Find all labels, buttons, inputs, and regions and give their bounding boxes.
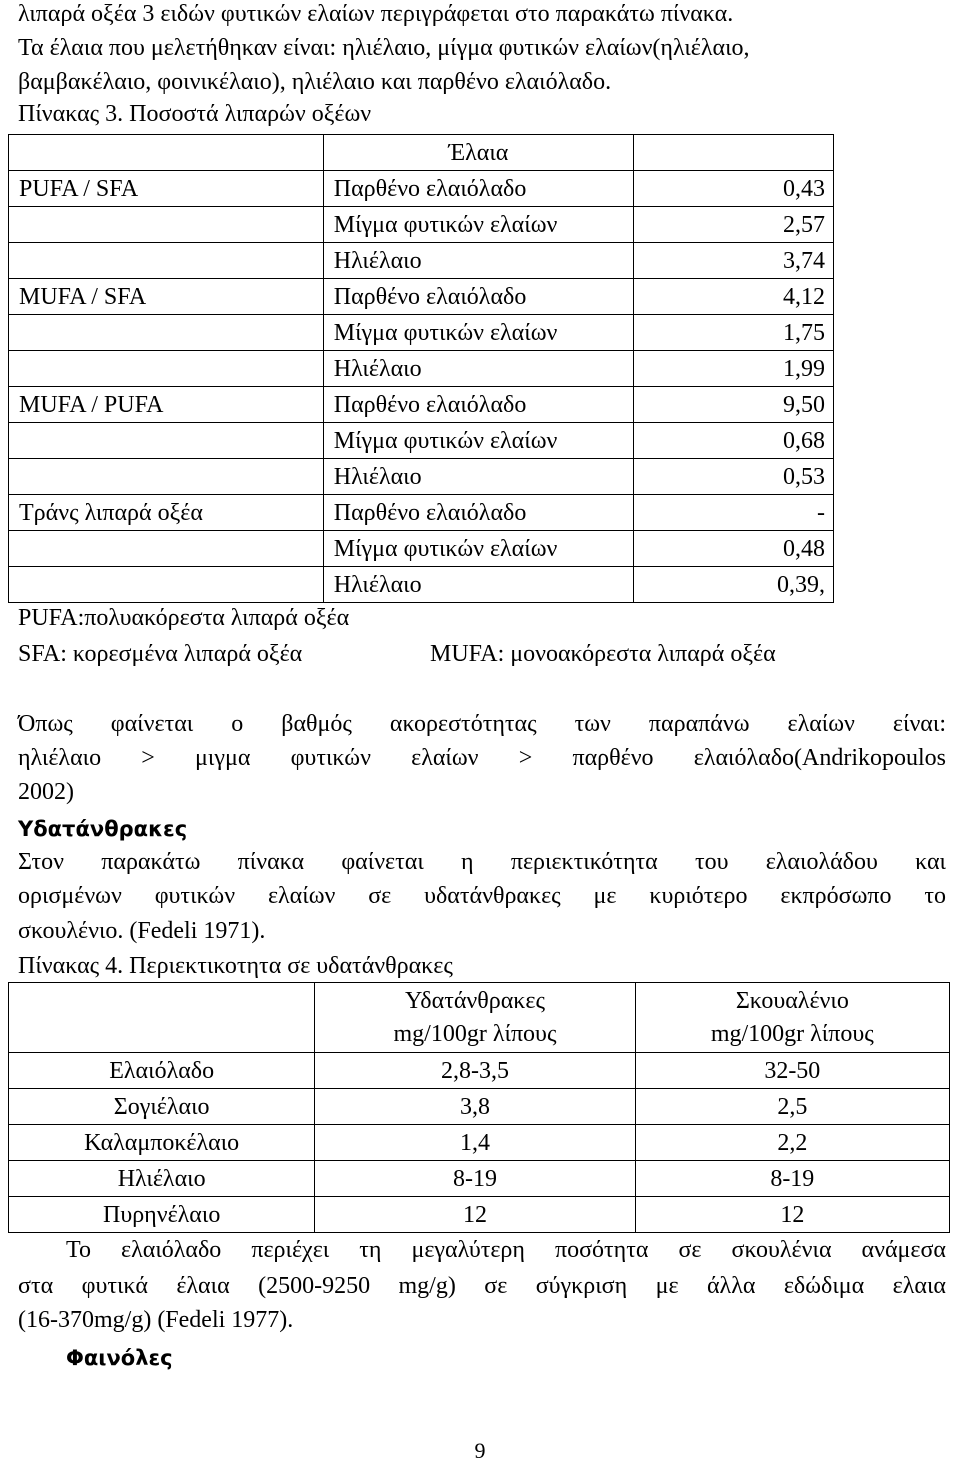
ratio-value: 4,12 [634,279,834,315]
oil-name: Παρθένο ελαιόλαδο [323,279,633,315]
oil-name: Καλαμποκέλαιο [9,1125,315,1161]
ratio-value: 0,48 [634,531,834,567]
table-row [9,279,834,315]
para3-line-3: (16-370mg/g) (Fedeli 1977). [18,1307,294,1333]
header-carbs-unit: mg/100gr λίπους [393,1020,557,1047]
carbs-value: 12 [315,1197,635,1233]
table-row [9,1125,950,1161]
table-header-row [9,135,834,171]
header-squalene-unit: mg/100gr λίπους [710,1020,874,1047]
header-squalene [635,983,949,1053]
squalene-value: 8-19 [635,1161,949,1197]
oil-name: Σογιέλαιο [9,1089,315,1125]
header-squalene-title: Σκουαλένιο [735,987,849,1014]
legend-mufa: MUFA: μονοακόρεστα λιπαρά οξέα [430,641,776,667]
oil-name: Παρθένο ελαιόλαδο [323,171,633,207]
ratio-value: - [634,495,834,531]
ratio-group: MUFA / SFA [9,279,324,315]
ratio-value: 3,74 [634,243,834,279]
ratio-group [9,531,324,567]
ratio-value: 9,50 [634,387,834,423]
intro-line-2: Τα έλαια που μελετήθηκαν είναι: ηλιέλαιο, μίγμα φυτικών ελαίων(ηλιέλαιο, [18,35,750,61]
para2-line-2: ορισμένων φυτικών ελαίων σε υδατάνθρακες με κυριότερο εκπρόσωπο το [18,883,946,909]
table-row [9,315,834,351]
table-row [9,1197,950,1233]
para1-line-3: 2002) [18,779,74,805]
intro-line-1: λιπαρά οξέα 3 ειδών φυτικών ελαίων περιγράφεται στο παρακάτω πίνακα. [18,1,734,27]
squalene-value: 2,5 [635,1089,949,1125]
ratio-value: 1,99 [634,351,834,387]
oil-name: Ηλιέλαιο [9,1161,315,1197]
table-header-oils: Έλαια [323,135,633,171]
ratio-group [9,567,324,603]
oil-name: Πυρηνέλαιο [9,1197,315,1233]
table-row [9,567,834,603]
table-row [9,243,834,279]
legend-pufa: PUFA:πολυακόρεστα λιπαρά οξέα [18,605,350,631]
ratio-group [9,315,324,351]
legend-sfa: SFA: κορεσμένα λιπαρά οξέα [18,641,303,667]
carbohydrates-table [8,982,950,1233]
table-row [9,1089,950,1125]
table-row [9,531,834,567]
oil-name: Μίγμα φυτικών ελαίων [323,315,633,351]
fatty-acids-table [8,134,834,603]
oil-name: Μίγμα φυτικών ελαίων [323,531,633,567]
table-row [9,423,834,459]
squalene-value: 2,2 [635,1125,949,1161]
table4-caption: Πίνακας 4. Περιεκτικοτητα σε υδατάνθρακες [18,953,453,979]
oil-name: Παρθένο ελαιόλαδο [323,495,633,531]
header-carbs [315,983,635,1053]
table-row [9,387,834,423]
ratio-value: 0,39, [634,567,834,603]
para2-line-3: σκουλένιο. (Fedeli 1971). [18,918,266,944]
table-cell [634,135,834,171]
ratio-group [9,351,324,387]
ratio-group [9,459,324,495]
table-row [9,495,834,531]
oil-name: Μίγμα φυτικών ελαίων [323,207,633,243]
ratio-group [9,207,324,243]
para3-line-2: στα φυτικά έλαια (2500-9250 mg/g) σε σύγκριση με άλλα εδώδιμα ελαια [18,1273,946,1299]
carbs-value: 3,8 [315,1089,635,1125]
oil-name: Ελαιόλαδο [9,1053,315,1089]
oil-name: Παρθένο ελαιόλαδο [323,387,633,423]
para1-line-2: ηλιέλαιο > μιγμα φυτικών ελαίων > παρθένο ελαιόλαδο(Andrikopoulos [18,745,946,771]
carbs-value: 8-19 [315,1161,635,1197]
heading-phenols: Φαινόλες [66,1346,173,1370]
oil-name: Ηλιέλαιο [323,243,633,279]
oil-name: Ηλιέλαιο [323,351,633,387]
intro-line-3: βαμβακέλαιο, φοινικέλαιο), ηλιέλαιο και παρθένο ελαιόλαδο. [18,69,612,95]
header-carbs-title: Υδατάνθρακες [404,987,545,1014]
oil-name: Ηλιέλαιο [323,459,633,495]
page-number: 9 [474,1438,486,1463]
table3-caption: Πίνακας 3. Ποσοστά λιπαρών οξέων [18,101,372,127]
table-row [9,351,834,387]
ratio-value: 2,57 [634,207,834,243]
para1-line-1: Όπως φαίνεται ο βαθμός ακορεστότητας των παραπάνω ελαίων είναι: [18,711,946,737]
table-cell [9,135,324,171]
ratio-value: 0,68 [634,423,834,459]
ratio-group: PUFA / SFA [9,171,324,207]
para2-line-1: Στον παρακάτω πίνακα φαίνεται η περιεκτικότητα του ελαιολάδου και [18,849,946,875]
table-row [9,1161,950,1197]
ratio-group: MUFA / PUFA [9,387,324,423]
oil-name: Μίγμα φυτικών ελαίων [323,423,633,459]
table-cell [9,983,315,1053]
ratio-value: 1,75 [634,315,834,351]
heading-carbohydrates: Υδατάνθρακες [18,817,188,841]
carbs-value: 2,8-3,5 [315,1053,635,1089]
para3-line-1: Το ελαιόλαδο περιέχει τη μεγαλύτερη ποσότητα σε σκουλένια ανάμεσα [66,1237,946,1263]
carbs-value: 1,4 [315,1125,635,1161]
ratio-value: 0,43 [634,171,834,207]
oil-name: Ηλιέλαιο [323,567,633,603]
ratio-group [9,243,324,279]
squalene-value: 12 [635,1197,949,1233]
squalene-value: 32-50 [635,1053,949,1089]
table-row [9,459,834,495]
table-row [9,171,834,207]
table-row [9,1053,950,1089]
ratio-value: 0,53 [634,459,834,495]
ratio-group: Τράνς λιπαρά οξέα [9,495,324,531]
table-row [9,207,834,243]
table-header-row [9,983,950,1053]
ratio-group [9,423,324,459]
